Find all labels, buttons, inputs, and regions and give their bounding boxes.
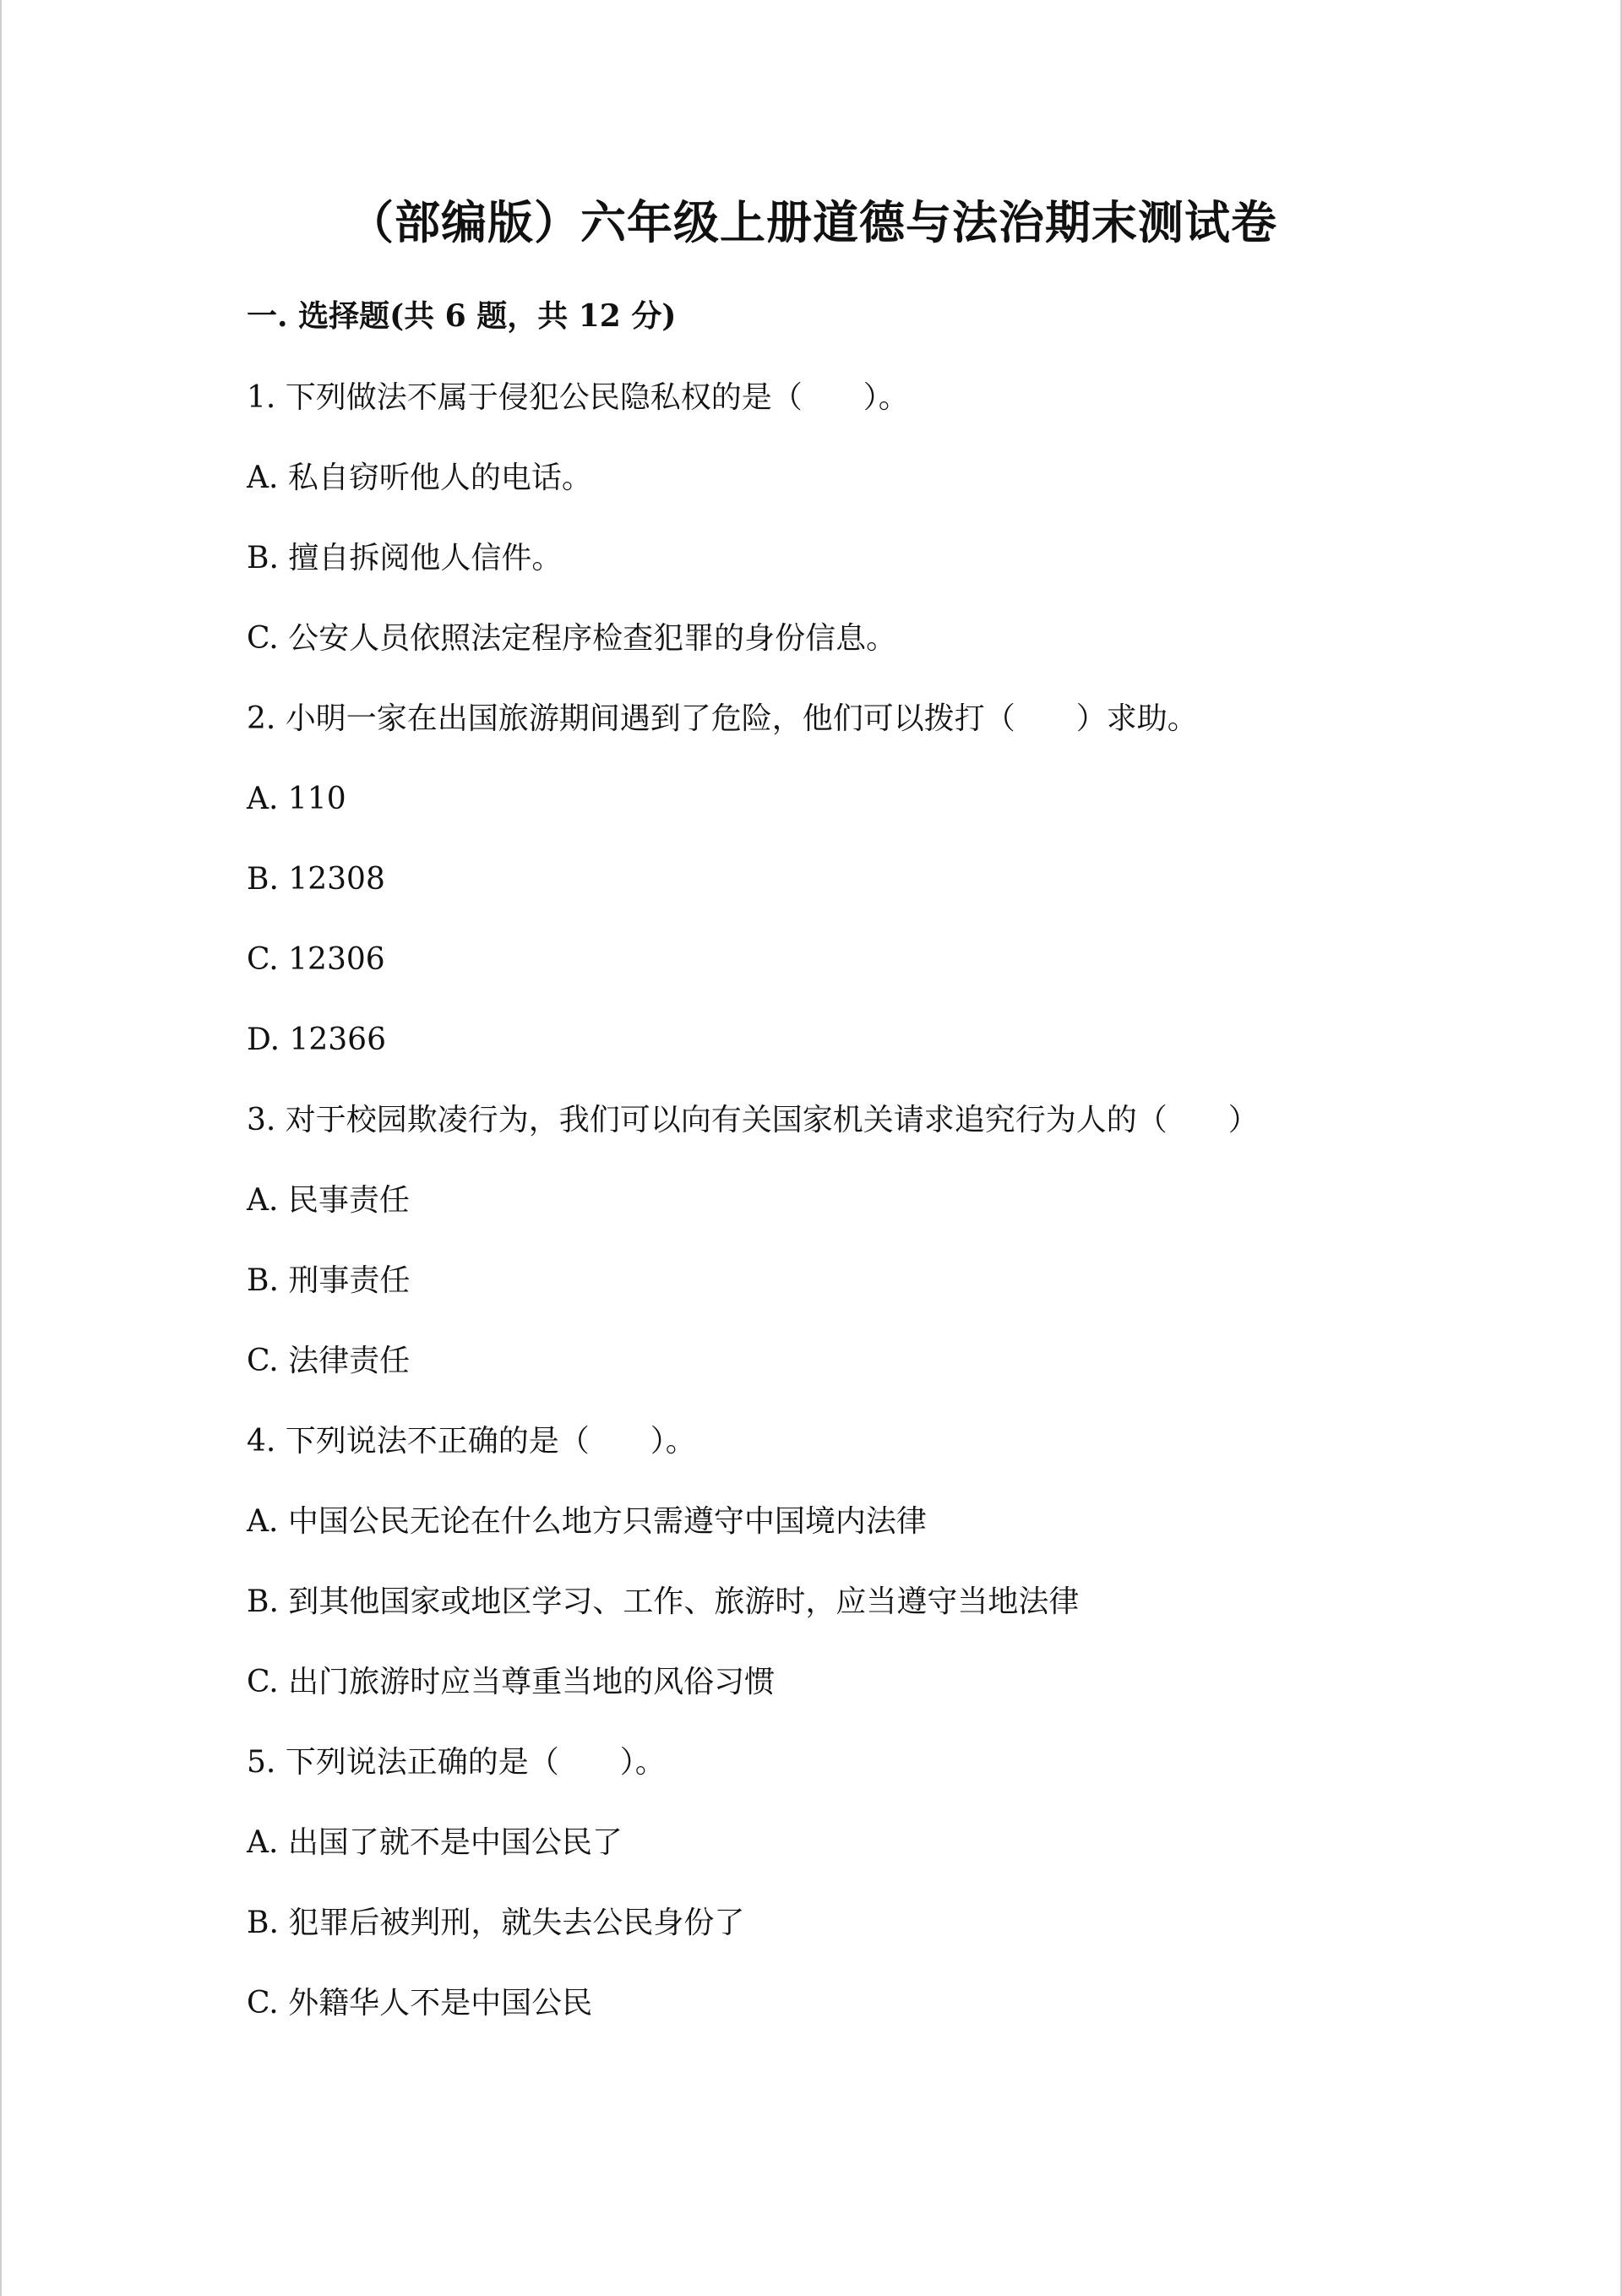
question-1-option-b: B. 擅自拆阅他人信件。	[247, 541, 563, 575]
question-3-stem: 3. 对于校园欺凌行为，我们可以向有关国家机关请求追究行为人的（ ）	[247, 1103, 1259, 1137]
question-3-option-a: A. 民事责任	[247, 1183, 410, 1218]
question-4-option-c: C. 出门旅游时应当尊重当地的风俗习惯	[247, 1665, 776, 1699]
question-5-option-b: B. 犯罪后被判刑，就失去公民身份了	[247, 1906, 745, 1940]
question-2-option-c: C. 12306	[247, 942, 385, 977]
question-2-stem: 2. 小明一家在出国旅游期间遇到了危险，他们可以拨打（ ）求助。	[247, 701, 1198, 736]
question-5-stem: 5. 下列说法正确的是（ ）。	[247, 1745, 666, 1780]
page-title: （部编版）六年级上册道德与法治期末测试卷	[348, 195, 1277, 249]
section-heading: 一. 选择题(共 6 题，共 12 分)	[247, 298, 677, 334]
question-5-option-a: A. 出国了就不是中国公民了	[247, 1825, 623, 1860]
question-1-option-c: C. 公安人员依照法定程序检查犯罪的身份信息。	[247, 621, 897, 656]
question-1-stem: 1. 下列做法不属于侵犯公民隐私权的是（ ）。	[247, 380, 909, 415]
question-5-option-c: C. 外籍华人不是中国公民	[247, 1986, 593, 2021]
question-1-option-a: A. 私自窃听他人的电话。	[247, 461, 592, 495]
question-2-option-b: B. 12308	[247, 862, 385, 897]
question-3-option-c: C. 法律责任	[247, 1344, 411, 1378]
question-4-option-a: A. 中国公民无论在什么地方只需遵守中国境内法律	[247, 1504, 927, 1539]
question-3-option-b: B. 刑事责任	[247, 1263, 411, 1298]
question-2-option-a: A. 110	[247, 782, 346, 816]
question-4-option-b: B. 到其他国家或地区学习、工作、旅游时，应当遵守当地法律	[247, 1584, 1080, 1619]
question-2-option-d: D. 12366	[247, 1023, 386, 1057]
question-4-stem: 4. 下列说法不正确的是（ ）。	[247, 1424, 696, 1459]
